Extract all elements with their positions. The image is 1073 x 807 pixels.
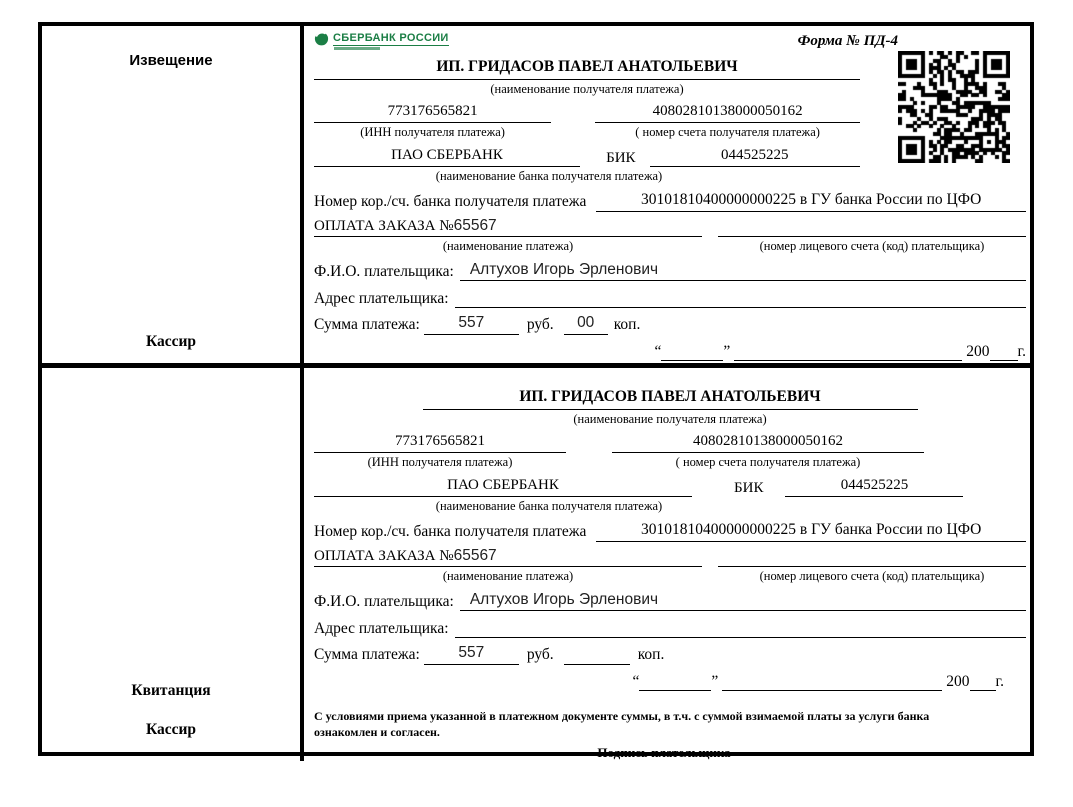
payee-block	[314, 58, 860, 96]
date-century: 200	[946, 672, 970, 690]
order-number: 65567	[453, 546, 497, 564]
corr-account-row	[314, 190, 1026, 211]
order-number: 65567	[453, 216, 497, 234]
sberbank-emblem-icon	[314, 31, 329, 46]
inn-value: 773176565821	[314, 433, 566, 453]
corr-account-value: 30101810400000000225 в ГУ банка России по ЦФО	[596, 190, 1026, 211]
inn-account-row	[314, 103, 860, 139]
bik-value: 044525225	[785, 476, 963, 497]
address-row	[314, 288, 1026, 308]
address-label: Адрес плательщика:	[314, 289, 449, 307]
inn-account-row	[314, 433, 1026, 469]
date-row	[314, 342, 1026, 361]
fio-row	[314, 260, 1026, 281]
payee-name: ИП. ГРИДАСОВ ПАВЕЛ АНАТОЛЬЕВИЧ	[314, 58, 860, 80]
sberbank-logo-text: СБЕРБАНК РОССИИ	[333, 31, 449, 44]
date-year-line	[970, 674, 996, 691]
cashier-label: Кассир	[145, 333, 197, 350]
receipt-left-cell	[42, 368, 304, 761]
sum-label: Сумма платежа:	[314, 316, 420, 334]
inn-label: (ИНН получателя платежа)	[367, 455, 513, 470]
payee-block	[314, 388, 1026, 426]
bank-name-value: ПАО СБЕРБАНК	[314, 146, 580, 167]
date-day-line	[639, 674, 711, 691]
sum-kop-value: 00	[564, 313, 608, 334]
bik-label: БИК	[734, 479, 764, 496]
bank-name-label: (наименование банка получателя платежа)	[435, 168, 663, 183]
receipt-section	[42, 368, 1030, 761]
notice-form-cell	[304, 26, 1030, 363]
corr-account-row	[314, 520, 1026, 541]
fio-label: Ф.И.О. плательщика:	[314, 592, 454, 610]
payment-purpose-block	[314, 217, 1026, 253]
terms-block	[314, 709, 974, 740]
inn-value: 773176565821	[314, 103, 551, 123]
sum-rub-value: 557	[424, 643, 519, 664]
account-label: ( номер счета получателя платежа)	[675, 455, 861, 470]
bank-name-label: (наименование банка получателя платежа)	[435, 498, 663, 513]
corr-account-value: 30101810400000000225 в ГУ банка России по ЦФО	[596, 520, 1026, 541]
payment-purpose-label: (наименование платежа)	[442, 568, 574, 583]
inn-label: (ИНН получателя платежа)	[360, 125, 505, 140]
payment-purpose-label: (наименование платежа)	[442, 238, 574, 253]
cashier-label: Кассир	[145, 721, 197, 739]
date-year-suffix: г.	[995, 672, 1004, 690]
personal-account-line	[718, 548, 1026, 567]
receipt-form-cell	[304, 368, 1030, 761]
fio-value: Алтухов Игорь Эрленович	[460, 260, 1026, 281]
bank-block	[314, 146, 860, 183]
kop-label: коп.	[613, 316, 641, 334]
address-value	[455, 288, 1026, 308]
terms-line1: С условиями приема указанной в платежном документе суммы, в т.ч. с суммой взимаемой платы за услуги банка	[314, 709, 930, 723]
receipt-label: Квитанция	[131, 682, 211, 700]
bank-name-value: ПАО СБЕРБАНК	[314, 476, 692, 497]
bik-label: БИК	[606, 149, 636, 166]
sum-rub-value: 557	[424, 313, 519, 334]
sberbank-logo	[314, 31, 449, 50]
notice-section	[42, 26, 1030, 368]
date-month-line	[734, 344, 962, 361]
close-quote: ”	[711, 672, 719, 690]
corr-account-label: Номер кор./сч. банка получателя платежа	[314, 193, 587, 211]
fio-row	[314, 590, 1026, 611]
payee-name-label: (наименование получателя платежа)	[573, 412, 767, 426]
personal-account-label: (номер лицевого счета (код) плательщика)	[759, 568, 985, 583]
payment-form-pd4	[38, 22, 1034, 761]
fio-value: Алтухов Игорь Эрленович	[460, 590, 1026, 611]
bik-value: 044525225	[650, 146, 860, 167]
bank-block	[314, 476, 1026, 513]
payment-purpose-prefix: ОПЛАТА ЗАКАЗА №	[314, 217, 454, 234]
account-value: 40802810138000050162	[595, 103, 860, 123]
open-quote: “	[632, 672, 640, 690]
address-row	[314, 618, 1026, 638]
notice-label: Извещение	[129, 52, 213, 69]
date-row	[314, 672, 1026, 691]
sum-row	[314, 313, 1026, 334]
notice-left-cell	[42, 26, 304, 363]
payment-purpose-prefix: ОПЛАТА ЗАКАЗА №	[314, 547, 454, 564]
rub-label: руб.	[526, 316, 554, 334]
terms-line2: ознакомлен и согласен.	[314, 724, 440, 739]
account-value: 40802810138000050162	[612, 433, 924, 453]
payee-name: ИП. ГРИДАСОВ ПАВЕЛ АНАТОЛЬЕВИЧ	[519, 388, 821, 405]
personal-account-label: (номер лицевого счета (код) плательщика)	[759, 238, 985, 253]
qr-code	[898, 51, 1010, 163]
form-number: Форма № ПД-4	[797, 33, 898, 49]
open-quote: “	[654, 342, 662, 360]
address-label: Адрес плательщика:	[314, 619, 449, 637]
date-century: 200	[966, 342, 990, 360]
date-year-line	[990, 344, 1018, 361]
corr-account-label: Номер кор./сч. банка получателя платежа	[314, 523, 587, 541]
sberbank-logo-subline	[334, 47, 380, 50]
signature-label: Подпись плательщика	[597, 745, 731, 761]
rub-label: руб.	[526, 646, 554, 664]
close-quote: ”	[723, 342, 731, 360]
date-year-suffix: г.	[1017, 342, 1026, 360]
personal-account-line	[718, 218, 1026, 237]
address-value	[455, 618, 1026, 638]
date-month-line	[722, 674, 942, 691]
kop-label: коп.	[637, 646, 665, 664]
fio-label: Ф.И.О. плательщика:	[314, 262, 454, 280]
payee-name-label: (наименование получателя платежа)	[490, 82, 684, 96]
date-day-line	[661, 344, 723, 361]
sum-label: Сумма платежа:	[314, 646, 420, 664]
sum-row	[314, 643, 1026, 664]
payment-purpose-block	[314, 547, 1026, 583]
account-label: ( номер счета получателя платежа)	[635, 125, 820, 140]
sum-kop-value	[564, 646, 630, 665]
